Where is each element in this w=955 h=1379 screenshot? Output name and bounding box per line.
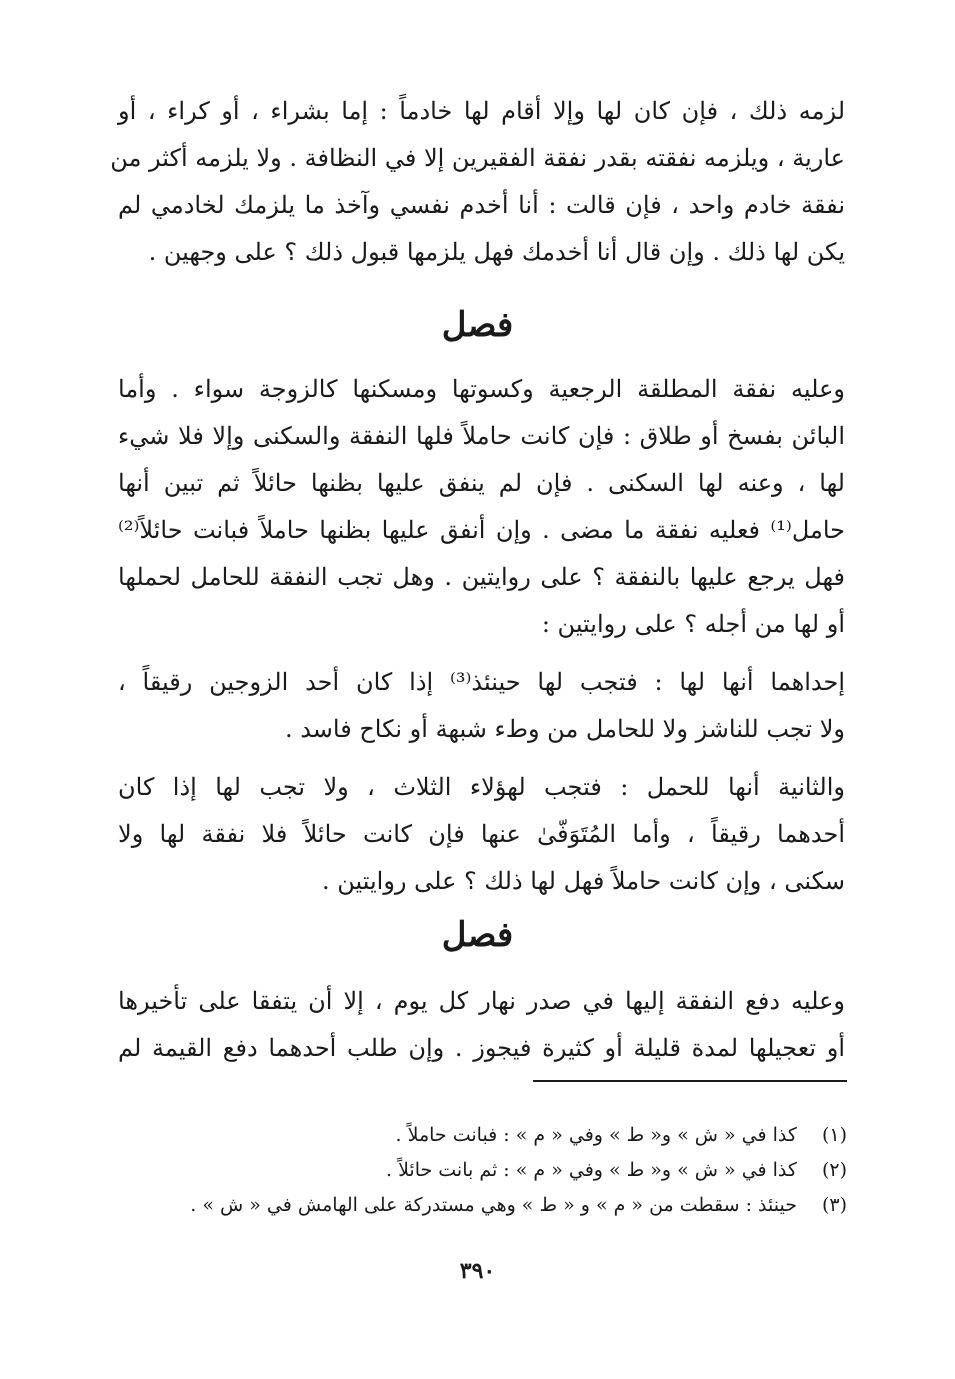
footnote-text: كذا في « ش » و« ط » وفي « م » : ثم بانت حائلاً . (386, 1159, 797, 1181)
section-heading: فصل (441, 305, 514, 345)
text-line: سكنى ، وإن كانت حاملاً فهل لها ذلك ؟ على روايتين . (321, 867, 845, 895)
text-line: أو لها من أجله ؟ على روايتين : (541, 610, 845, 638)
text-line: فهل يرجع عليها بالنفقة ؟ على روايتين . وهل تجب النفقة للحامل لحملها (118, 563, 845, 591)
section-heading: فصل (441, 915, 514, 955)
page-number: ٣٩٠ (459, 1258, 496, 1284)
text-line: لها ، وعنه لها السكنى . فإن لم ينفق عليها بظنها حائلاً ثم تبين أنها (118, 469, 845, 497)
text-line: لزمه ذلك ، فإن كان لها وإلا أقام لها خادماً : إما بشراء ، أو كراء ، أو (118, 97, 846, 125)
footnote-number: (٣) (821, 1194, 847, 1216)
text-line: البائن بفسخ أو طلاق : فإن كانت حاملاً فلها النفقة والسكنى وإلا فلا شيء (118, 422, 845, 450)
footnotes (160, 1118, 847, 1223)
footnote-text: حينئذ : سقطت من « م » و « ط » وهي مستدركة على الهامش في « ش » . (190, 1194, 797, 1216)
text-line: نفقة خادم واحد ، فإن قالت : أنا أخدم نفسي وآخذ ما يلزمك لخادمي لم (118, 191, 845, 219)
footnote-separator (533, 1080, 847, 1082)
section-body-1 (118, 366, 845, 905)
text-line: وعليه دفع النفقة إليها في صدر نهار كل يوم ، إلا أن يتفقا على تأخيرها (118, 987, 845, 1015)
text-line: ولا تجب للناشز ولا للحامل من وطء شبهة أو نكاح فاسد . (284, 715, 845, 743)
text-line: وعليه نفقة المطلقة الرجعية وكسوتها ومسكنها كالزوجة سواء . وأما (118, 375, 845, 403)
text-line: عارية ، ويلزمه نفقته بقدر نفقة الفقيرين إلا في النظافة . ولا يلزمه أكثر من (110, 144, 845, 172)
text-line: إحداهما أنها لها : فتجب لها حينئذ⁽³⁾ إذا كان أحد الزوجين رقيقاً ، (118, 668, 845, 696)
footnote-text: كذا في « ش » و« ط » وفي « م » : فبانت حاملاً . (395, 1124, 797, 1146)
footnote (160, 1118, 847, 1153)
paragraph (118, 659, 845, 753)
footnote-number: (٢) (821, 1159, 847, 1181)
footnote-number: (١) (821, 1124, 847, 1146)
text-line: والثانية أنها للحمل : فتجب لهؤلاء الثلاث ، ولا تجب لها إذا كان (118, 773, 845, 801)
text-line: أو تعجيلها لمدة قليلة أو كثيرة فيجوز . وإن طلب أحدهما دفع القيمة لم (118, 1034, 845, 1062)
section-body-2 (118, 978, 845, 1072)
text-line: حامل⁽¹⁾ فعليه نفقة ما مضى . وإن أنفق عليها بظنها حاملاً فبانت حائلاً⁽²⁾ (118, 516, 845, 544)
paragraph (118, 764, 845, 905)
text-line: يكن لها ذلك . وإن قال أنا أخدمك فهل يلزمها قبول ذلك ؟ على وجهين . (148, 238, 845, 266)
footnote (160, 1188, 847, 1223)
paragraph (118, 366, 845, 648)
footnote (160, 1153, 847, 1188)
continuation-paragraph (110, 88, 846, 276)
text-line: أحدهما رقيقاً ، وأما المُتَوَفّىٰ عنها فإن كانت حائلاً فلا نفقة لها ولا (118, 820, 845, 848)
